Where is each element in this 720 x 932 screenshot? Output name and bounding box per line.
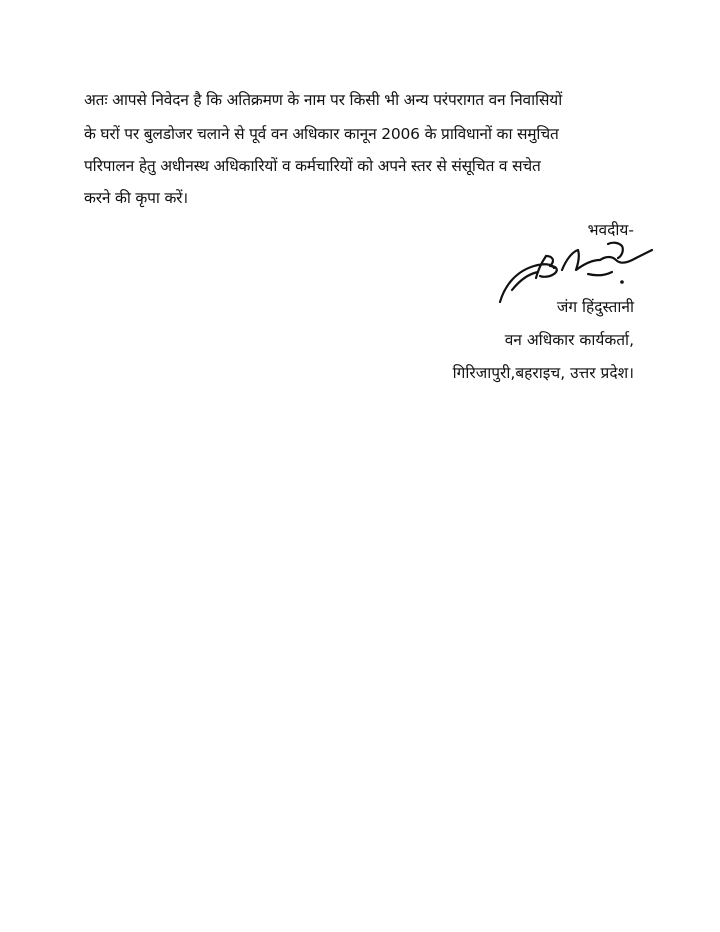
body-line-2: के घरों पर बुलडोजर चलाने से पूर्व वन अधिकार कानून 2006 के प्राविधानों का समुचित <box>84 125 559 143</box>
signatory-address: गिरिजापुरी,बहराइच, उत्तर प्रदेश। <box>452 364 634 382</box>
signatory-designation: वन अधिकार कार्यकर्ता, <box>504 331 634 349</box>
body-line-1: अतः आपसे निवेदन है कि अतिक्रमण के नाम पर किसी भी अन्य परंपरागत वन निवासियों <box>84 91 563 109</box>
body-line-4: करने की कृपा करें। <box>84 189 188 207</box>
signatory-name: जंग हिंदुस्तानी <box>556 298 634 316</box>
closing-salutation: भवदीय- <box>587 221 634 239</box>
body-line-3: परिपालन हेतु अधीनस्थ अधिकारियों व कर्मचारियों को अपने स्तर से संसूचित व सचेत <box>84 157 541 175</box>
